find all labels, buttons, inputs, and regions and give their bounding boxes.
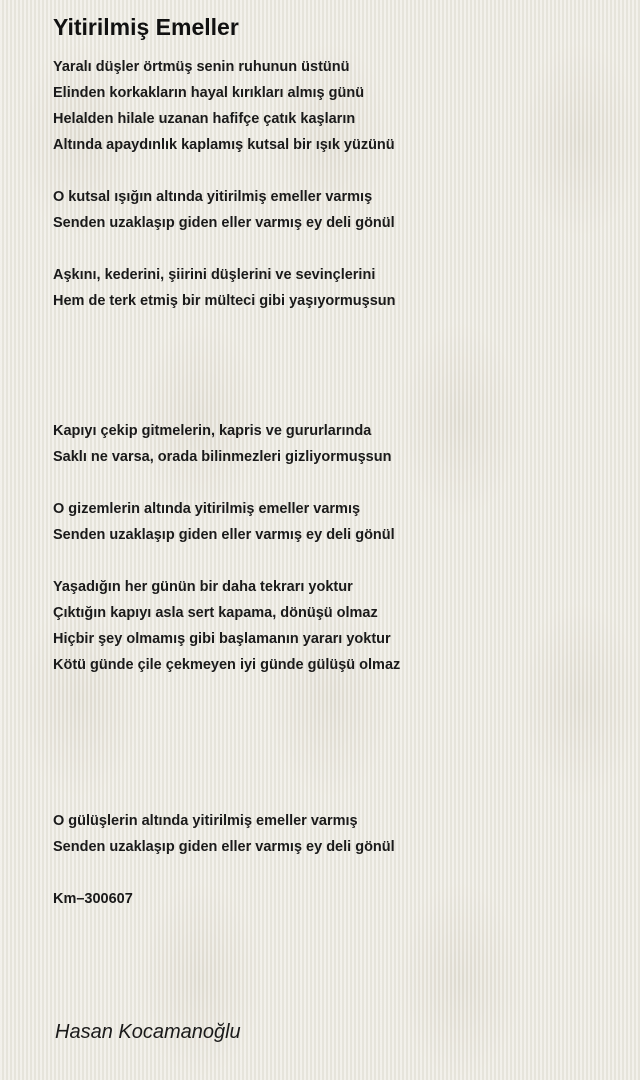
stanza-3: [53, 262, 613, 314]
stanza-7: [53, 808, 613, 860]
poem-line: Yaşadığın her günün bir daha tekrarı yoktur: [53, 579, 353, 595]
poem-line: Helalden hilale uzanan hafifçe çatık kaşların: [53, 111, 356, 127]
stanza-2: [53, 184, 613, 236]
author-signature: Hasan Kocamanoğlu: [55, 1021, 241, 1043]
poem-title: Yitirilmiş Emeller: [53, 14, 239, 40]
stanza-spacer: [53, 548, 613, 574]
stanza-6: [53, 574, 613, 678]
date-code: Km–300607: [53, 891, 133, 907]
poem-line: O kutsal ışığın altında yitirilmiş emeller varmış: [53, 189, 373, 205]
poem-line: Senden uzaklaşıp giden eller varmış ey deli gönül: [53, 839, 395, 855]
poem-line: Elinden korkakların hayal kırıkları almış günü: [53, 85, 365, 101]
poem-line: Kötü günde çile çekmeyen iyi günde gülüşü olmaz: [53, 657, 401, 673]
poem-line: Senden uzaklaşıp giden eller varmış ey deli gönül: [53, 215, 395, 231]
poem-container: [53, 12, 613, 912]
stanza-4: [53, 418, 613, 470]
stanza-5: [53, 496, 613, 548]
section-spacer: [53, 314, 613, 418]
poem-line: Senden uzaklaşıp giden eller varmış ey deli gönül: [53, 527, 395, 543]
poem-line: Hiçbir şey olmamış gibi başlamanın yararı yoktur: [53, 631, 391, 647]
poem-line: O gizemlerin altında yitirilmiş emeller varmış: [53, 501, 361, 517]
poem-line: O gülüşlerin altında yitirilmiş emeller varmış: [53, 813, 358, 829]
poem-line: Altında apaydınlık kaplamış kutsal bir ışık yüzünü: [53, 137, 395, 153]
stanza-1: [53, 54, 613, 158]
poem-line: Aşkını, kederini, şiirini düşlerini ve sevinçlerini: [53, 267, 376, 283]
poem-line: Kapıyı çekip gitmelerin, kapris ve gururlarında: [53, 423, 372, 439]
stanza-spacer: [53, 860, 613, 886]
stanza-spacer: [53, 236, 613, 262]
poem-line: Hem de terk etmiş bir mülteci gibi yaşıyormuşsun: [53, 293, 396, 309]
poem-line: Yaralı düşler örtmüş senin ruhunun üstünü: [53, 59, 350, 75]
poem-line: Çıktığın kapıyı asla sert kapama, dönüşü olmaz: [53, 605, 378, 621]
stanza-spacer: [53, 158, 613, 184]
section-spacer: [53, 678, 613, 808]
stanza-spacer: [53, 470, 613, 496]
poem-line: Saklı ne varsa, orada bilinmezleri gizliyormuşsun: [53, 449, 392, 465]
